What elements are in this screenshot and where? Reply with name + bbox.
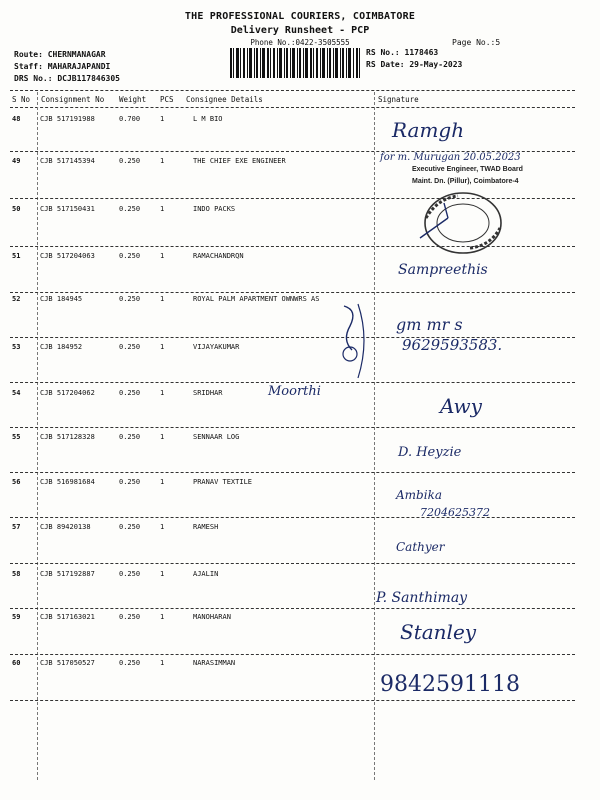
row-consignment-no: CJB 89420138 [40,523,91,531]
row-consignee: AJALIN [193,570,219,578]
row-weight: 0.250 [119,433,141,441]
row-consignment-no: CJB 184945 [40,295,83,303]
row-consignee: SENNAAR LOG [193,433,240,441]
handwritten-signature: gm mr s [396,315,463,334]
row-divider [10,472,575,473]
row-pcs: 1 [160,478,165,486]
row-divider [10,654,575,655]
row-consignment-no: CJB 517191988 [40,115,95,123]
row-sno: 60 [12,659,21,667]
row-weight: 0.250 [119,659,141,667]
handwritten-signature: 7204625372 [420,506,490,519]
row-pcs: 1 [160,252,165,260]
row-sno: 48 [12,115,21,123]
row-divider [10,608,575,609]
handwritten-signature: Awy [440,394,482,418]
handwritten-signature: Ambika [396,488,442,502]
row-sno: 55 [12,433,21,441]
table-row [0,570,600,616]
row-consignee: L M BIO [193,115,223,123]
stamp-line: Executive Engineer, TWAD Board [412,166,523,173]
row-consignee: RAMESH [193,523,219,531]
row-consignee: RAMACHANDRQN [193,252,244,260]
row-weight: 0.250 [119,343,141,351]
rs-date: RS Date: 29-May-2023 [366,60,463,69]
row-pcs: 1 [160,115,165,123]
row-pcs: 1 [160,523,165,531]
row-pcs: 1 [160,295,165,303]
row-sno: 50 [12,205,21,213]
row-sno: 54 [12,389,21,397]
row-sno: 53 [12,343,21,351]
row-consignee: SRIDHAR [193,389,223,397]
row-sno: 49 [12,157,21,165]
divider [10,107,575,108]
row-pcs: 1 [160,613,165,621]
row-sno: 52 [12,295,21,303]
row-pcs: 1 [160,389,165,397]
row-weight: 0.250 [119,523,141,531]
row-weight: 0.250 [119,613,141,621]
row-weight: 0.250 [119,570,141,578]
row-sno: 58 [12,570,21,578]
row-pcs: 1 [160,659,165,667]
row-pcs: 1 [160,157,165,165]
table-row [0,613,600,659]
row-consignment-no: CJB 517204063 [40,252,95,260]
handwritten-signature: Cathyer [396,540,445,554]
bracket-mark [336,300,370,380]
row-consignee: NARASIMMAN [193,659,236,667]
row-consignment-no: CJB 517192887 [40,570,95,578]
row-weight: 0.250 [119,478,141,486]
row-weight: 0.700 [119,115,141,123]
document-title: Delivery Runsheet - PCP [230,25,370,36]
row-pcs: 1 [160,433,165,441]
row-weight: 0.250 [119,157,141,165]
row-consignee: ROYAL PALM APARTMENT OWNWRS AS [193,295,320,303]
col-consignment: Consignment No [41,95,105,104]
staff-label: Staff: MAHARAJAPANDI [14,62,111,71]
col-pcs: PCS [160,95,174,104]
row-weight: 0.250 [119,389,141,397]
row-consignment-no: CJB 517150431 [40,205,95,213]
round-seal [418,188,508,258]
table-row [0,295,600,341]
row-consignment-no: CJB 517204062 [40,389,95,397]
handwritten-signature: P. Santhimay [376,590,468,606]
row-sno: 51 [12,252,21,260]
row-sno: 57 [12,523,21,531]
row-divider [10,382,575,383]
row-sno: 59 [12,613,21,621]
row-consignee: VIJAYAKUMAR [193,343,240,351]
table-row [0,205,600,251]
row-weight: 0.250 [119,295,141,303]
col-sno: S No [12,95,31,104]
col-signature: Signature [378,95,419,104]
row-consignment-no: CJB 516981684 [40,478,95,486]
row-consignee: INDO PACKS [193,205,236,213]
handwritten-signature: Ramgh [392,118,465,142]
row-sno: 56 [12,478,21,486]
row-divider [10,292,575,293]
row-divider [10,700,575,701]
row-consignment-no: CJB 184952 [40,343,83,351]
handwritten-signature: for m. Murugan 20.05.2023 [380,152,521,163]
row-pcs: 1 [160,343,165,351]
page-number: Page No.:5 [452,38,501,47]
handwritten-signature: D. Heyzie [398,445,462,460]
rs-number: RS No.: 1178463 [366,48,439,57]
row-pcs: 1 [160,570,165,578]
row-weight: 0.250 [119,252,141,260]
row-consignment-no: CJB 517145394 [40,157,95,165]
row-divider [10,427,575,428]
row-divider [10,517,575,518]
handwritten-signature: 9842591118 [380,672,520,697]
route-label: Route: CHERNMANAGAR [14,50,106,59]
handwritten-signature: Sampreethis [398,262,488,278]
handwritten-name: Moorthi [268,384,321,399]
divider [10,90,575,91]
row-consignment-no: CJB 517128328 [40,433,95,441]
row-consignee: MANOHARAN [193,613,231,621]
row-weight: 0.250 [119,205,141,213]
row-consignment-no: CJB 517163021 [40,613,95,621]
row-pcs: 1 [160,205,165,213]
company-title: THE PROFESSIONAL COURIERS, COIMBATORE [184,11,416,22]
col-consignee: Consignee Details [186,95,263,104]
phone-number: Phone No.:0422-3505555 [250,38,350,47]
stamp-line: Maint. Dn. (Pillur), Coimbatore-4 [412,178,519,185]
drs-number: DRS No.: DCJB117846305 [14,74,120,83]
row-consignee: THE CHIEF EXE ENGINEER [193,157,286,165]
row-consignee: PRANAV TEXTILE [193,478,253,486]
handwritten-signature: Stanley [400,620,477,644]
row-divider [10,563,575,564]
barcode [230,48,360,78]
row-consignment-no: CJB 517050527 [40,659,95,667]
col-weight: Weight [119,95,147,104]
handwritten-signature: 9629593583. [402,336,503,354]
